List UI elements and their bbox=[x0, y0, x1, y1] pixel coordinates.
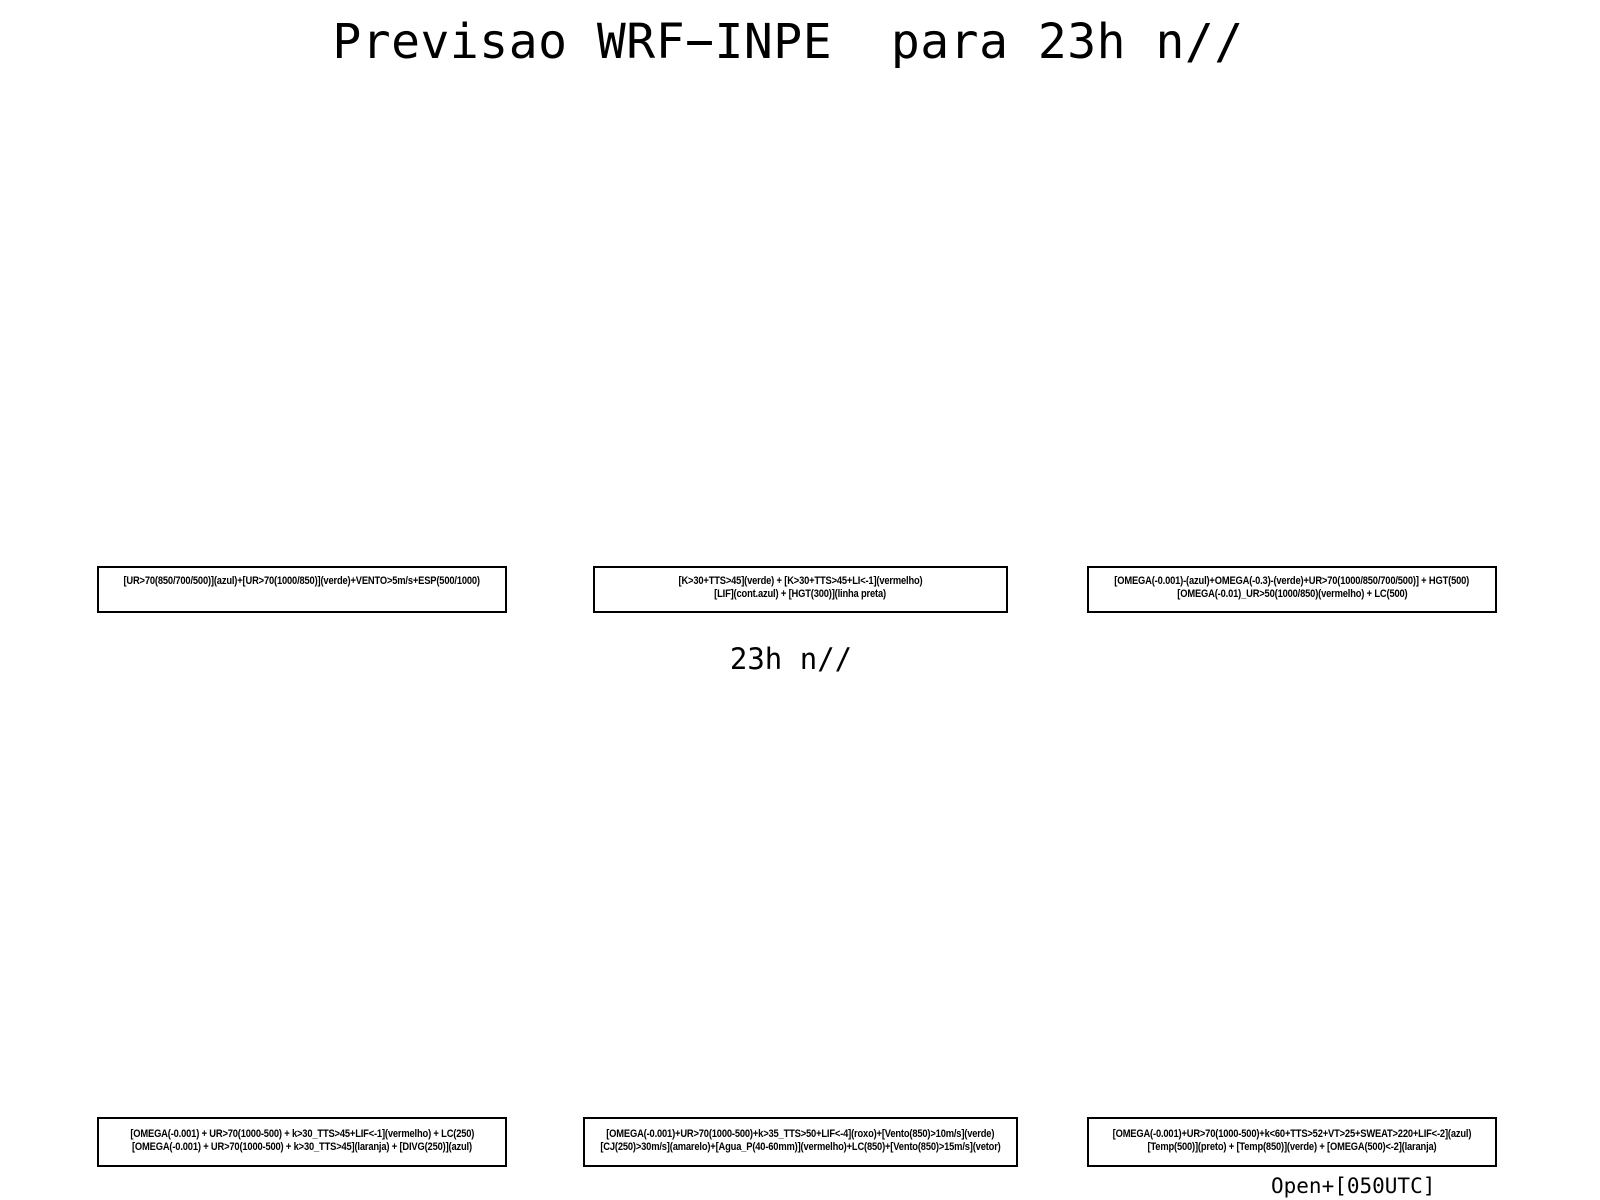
legend-panel-omega-hgt bbox=[1087, 566, 1497, 613]
legend-panel-omega-lc250 bbox=[97, 1117, 507, 1167]
legend-line: [OMEGA(-0.001)+UR>70(1000-500)+k<60+TTS>52+VT>25+SWEAT>220+LIF<-2](azul) bbox=[1112, 1128, 1472, 1140]
legend-line: [OMEGA(-0.001) + UR>70(1000-500) + k>30_TTS>45](laranja) + [DIVG(250)](azul) bbox=[132, 1141, 472, 1153]
legend-line: [Temp(500)](preto) + [Temp(850)](verde) + [OMEGA(500)<-2](laranja) bbox=[1147, 1141, 1437, 1153]
page-title: Previsao WRF−INPE para 23h n// bbox=[332, 14, 1244, 70]
legend-line: [OMEGA(-0.01)_UR>50(1000/850)(vermelho) + LC(500) bbox=[1176, 588, 1408, 600]
legend-panel-severe-indices bbox=[1087, 1117, 1497, 1167]
legend-line: [UR>70(850/700/500)](azul)+[UR>70(1000/850)](verde)+VENTO>5m/s+ESP(500/1000) bbox=[123, 575, 481, 587]
legend-panel-humidity-wind bbox=[97, 566, 507, 613]
legend-line: [K>30+TTS>45](verde) + [K>30+TTS>45+LI<-1](vermelho) bbox=[678, 575, 923, 587]
legend-line: [OMEGA(-0.001) + UR>70(1000-500) + k>30_TTS>45+LIF<-1](vermelho) + LC(250) bbox=[130, 1128, 474, 1140]
legend-line: [CJ(250)>30m/s](amarelo)+[Agua_P(40-60mm)](vermelho)+LC(850)+[Vento(850)>15m/s](vetor) bbox=[600, 1141, 1001, 1153]
legend-line: [OMEGA(-0.001)+UR>70(1000-500)+k>35_TTS>50+LIF<-4](roxo)+[Vento(850)>10m/s](verde) bbox=[606, 1128, 995, 1140]
forecast-hour-label: 23h n// bbox=[729, 642, 853, 676]
legend-panel-instability-indices bbox=[593, 566, 1008, 613]
legend-line: [LIF](cont.azul) + [HGT(300)](linha preta) bbox=[714, 588, 887, 600]
legend-panel-jet-precip bbox=[583, 1117, 1018, 1167]
footer-timestamp: Open+[050UTC] bbox=[1271, 1174, 1436, 1198]
legend-line: [OMEGA(-0.001)-(azul)+OMEGA(-0.3)-(verde)+UR>70(1000/850/700/500)] + HGT(500) bbox=[1114, 575, 1470, 587]
